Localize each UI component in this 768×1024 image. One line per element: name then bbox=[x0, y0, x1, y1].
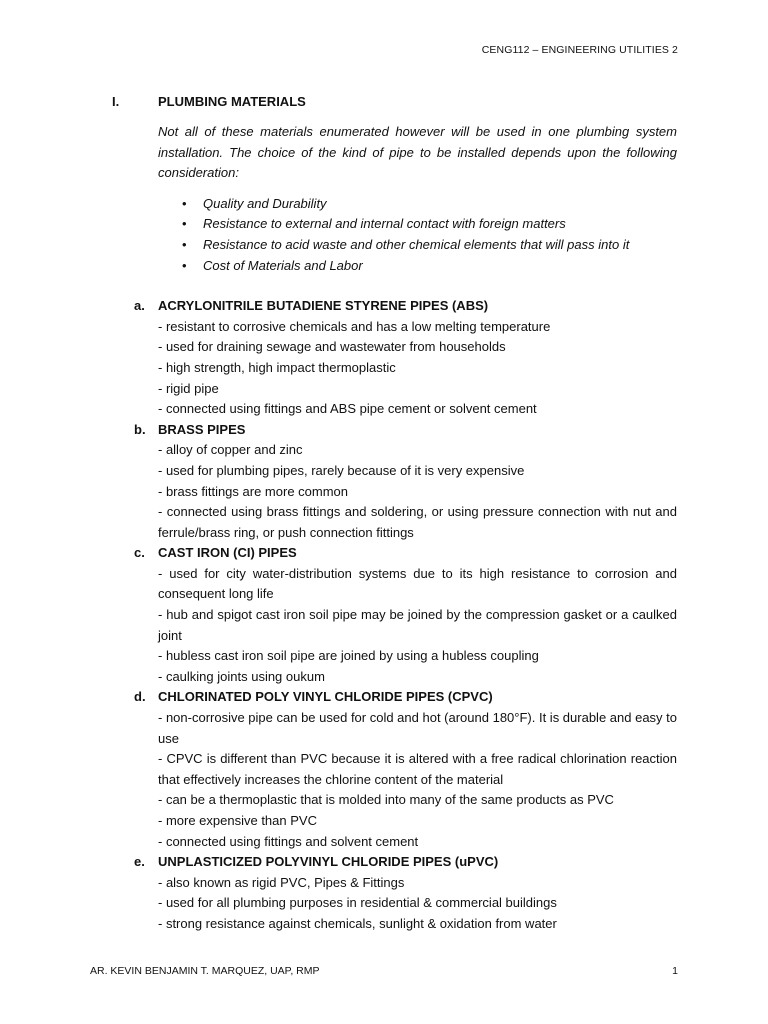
bullet-icon: • bbox=[182, 195, 187, 211]
criteria-item bbox=[158, 256, 677, 277]
material-title: CHLORINATED POLY VINYL CHLORIDE PIPES (CPVC) bbox=[158, 689, 493, 705]
material-line: - CPVC is different than PVC because it is altered with a free radical chlorination reaction that effectively increases the chlorine content of the material bbox=[158, 751, 677, 787]
material-line: - hubless cast iron soil pipe are joined by using a hubless coupling bbox=[158, 648, 539, 664]
material-upvc bbox=[134, 852, 677, 934]
intro-paragraph: Not all of these materials enumerated however will be used in one plumbing system installation. The choice of the kind of pipe to be installed depends upon the following consideration: bbox=[158, 124, 677, 181]
material-letter: c. bbox=[134, 545, 145, 561]
section-number: I. bbox=[112, 94, 120, 109]
page-number: 1 bbox=[672, 965, 678, 977]
section-title: PLUMBING MATERIALS bbox=[158, 94, 306, 109]
material-line: - used for draining sewage and wastewater from households bbox=[158, 339, 506, 355]
criteria-item bbox=[158, 194, 677, 215]
material-line: - rigid pipe bbox=[158, 380, 219, 396]
material-abs bbox=[134, 296, 677, 420]
material-line: - brass fittings are more common bbox=[158, 483, 349, 499]
material-line: - connected using fittings and solvent cement bbox=[158, 833, 419, 849]
criteria-item bbox=[158, 235, 677, 256]
material-line: - hub and spigot cast iron soil pipe may be joined by the compression gasket or a caulked joint bbox=[158, 607, 677, 643]
material-line: - resistant to corrosive chemicals and has a low melting temperature bbox=[158, 318, 551, 334]
material-title: BRASS PIPES bbox=[158, 421, 246, 437]
material-line: - connected using brass fittings and soldering, or using pressure connection with nut and ferrule/brass ring, or push connection fittings bbox=[158, 504, 677, 540]
material-line: - caulking joints using oukum bbox=[158, 668, 325, 684]
material-line: - used for all plumbing purposes in residential & commercial buildings bbox=[158, 895, 557, 911]
page-header: CENG112 – ENGINEERING UTILITIES 2 bbox=[481, 44, 678, 56]
criteria-item bbox=[158, 214, 677, 235]
bullet-icon: • bbox=[182, 216, 187, 232]
material-cast-iron bbox=[134, 543, 677, 687]
material-letter: a. bbox=[134, 298, 145, 314]
section-heading bbox=[112, 94, 306, 109]
bullet-icon: • bbox=[182, 257, 187, 273]
material-line: - alloy of copper and zinc bbox=[158, 442, 303, 458]
bullet-icon: • bbox=[182, 236, 187, 252]
document-body bbox=[134, 122, 678, 935]
material-line: - used for city water-distribution systems due to its high resistance to corrosion and consequent long life bbox=[158, 565, 677, 602]
criteria-text: Quality and Durability bbox=[203, 195, 327, 211]
materials-list bbox=[134, 296, 678, 934]
material-cpvc bbox=[134, 687, 678, 852]
material-line: - non-corrosive pipe can be used for cold and hot (around 180°F). It is durable and easy to use bbox=[158, 710, 678, 746]
material-line: - strong resistance against chemicals, sunlight & oxidation from water bbox=[158, 915, 557, 931]
material-letter: e. bbox=[134, 854, 145, 870]
criteria-text: Resistance to acid waste and other chemical elements that will pass into it bbox=[203, 236, 630, 252]
criteria-text: Cost of Materials and Labor bbox=[203, 257, 363, 273]
criteria-text: Resistance to external and internal contact with foreign matters bbox=[203, 216, 566, 232]
material-title: CAST IRON (CI) PIPES bbox=[158, 545, 297, 561]
material-brass bbox=[134, 420, 677, 544]
material-line: - also known as rigid PVC, Pipes & Fittings bbox=[158, 874, 405, 890]
criteria-list bbox=[158, 194, 677, 276]
material-line: - used for plumbing pipes, rarely because of it is very expensive bbox=[158, 462, 525, 478]
material-line: - connected using fittings and ABS pipe cement or solvent cement bbox=[158, 401, 537, 417]
footer-author: AR. KEVIN BENJAMIN T. MARQUEZ, UAP, RMP bbox=[90, 965, 320, 977]
material-letter: b. bbox=[134, 421, 146, 437]
material-line: - can be a thermoplastic that is molded into many of the same products as PVC bbox=[158, 792, 614, 808]
material-line: - high strength, high impact thermoplastic bbox=[158, 359, 396, 375]
material-line: - more expensive than PVC bbox=[158, 813, 317, 828]
material-title: UNPLASTICIZED POLYVINYL CHLORIDE PIPES (uPVC) bbox=[158, 854, 499, 870]
material-letter: d. bbox=[134, 689, 146, 705]
material-title: ACRYLONITRILE BUTADIENE STYRENE PIPES (ABS) bbox=[158, 298, 489, 314]
